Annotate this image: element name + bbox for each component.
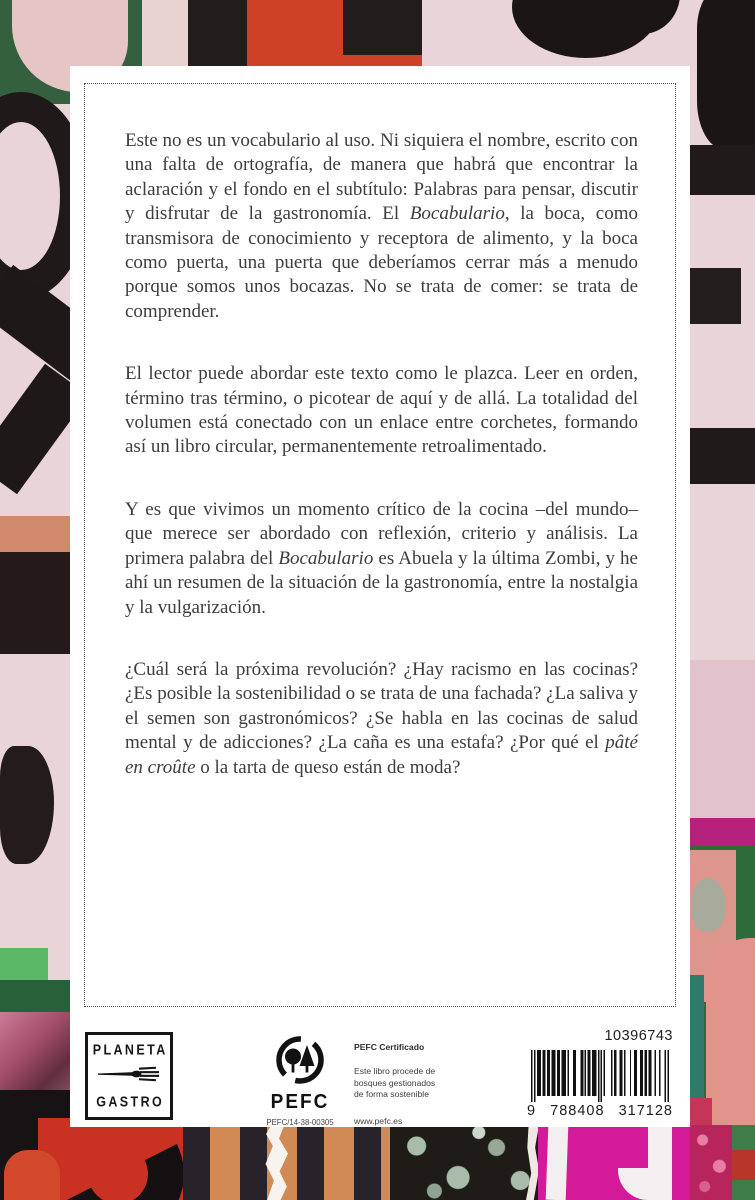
collage-black-bar xyxy=(690,145,755,195)
pefc-license-code: PEFC/14-38-00305 xyxy=(266,1118,334,1127)
text-segment: ¿Cuál será la próxima revolución? ¿Hay racismo en las cocinas? ¿Es posible la sostenibilidad o se trata de una fachada? ¿La saliva y el semen son gastronómicos? ¿Se habla en las cocinas de salud mental y de adicciones? ¿La caña es una estafa? ¿Por qué el xyxy=(125,658,638,754)
text-segment: , la boca, como transmisora de conocimiento y receptora de alimento, y la boca como puerta, una puerta que deberíamos cerrar más a menudo porque somos unos bocazas. No se trata de comer: se trata de comprender. xyxy=(125,203,638,322)
ean-barcode xyxy=(531,1050,669,1102)
collage-magenta-strip xyxy=(690,818,755,848)
back-cover-panel xyxy=(70,66,690,1127)
planeta-gastro-logo xyxy=(85,1032,173,1120)
body-paragraph xyxy=(125,362,638,460)
italic-text-segment: Bocabulario xyxy=(409,203,505,225)
isbn-digits xyxy=(527,1103,675,1119)
pefc-certificate-title: PEFC Certificado xyxy=(354,1042,425,1052)
body-paragraph xyxy=(125,498,638,620)
dotted-border-frame xyxy=(84,83,676,1007)
product-code: 10396743 xyxy=(604,1028,673,1044)
text-segment: o la tarta de queso están de moda? xyxy=(195,756,461,778)
body-paragraph xyxy=(125,129,638,324)
body-paragraph xyxy=(125,658,638,780)
collage-teal-strip xyxy=(690,975,704,1103)
collage-stripe-pattern xyxy=(183,1125,390,1200)
pefc-certificate-description: Este libro procede de bosques gestionados de forma sostenible xyxy=(354,1066,436,1099)
gastro-wordmark: GASTRO xyxy=(96,1093,165,1111)
collage-black-texture-blob xyxy=(697,0,755,150)
planeta-wordmark: PLANETA xyxy=(92,1041,168,1059)
collage-rose-patch xyxy=(690,660,755,822)
pefc-certification-block xyxy=(262,1036,464,1127)
collage-salmon-blob xyxy=(706,938,755,1130)
collage-red-patch xyxy=(732,1150,755,1180)
barcode-block xyxy=(527,1028,675,1119)
collage-camo-spot xyxy=(692,878,726,932)
collage-white-letter-bar xyxy=(546,1125,569,1200)
text-segment: es Abuela y la última Zombi, y he ahí un resumen de la situación de la gastronomía, entre la nostalgia y la vulgarización. xyxy=(125,547,638,618)
text-segment: El lector puede abordar este texto como le plazca. Leer en orden, término tras término, o picotear de aquí y de allá. La totalidad del volumen está conectado con un enlace entre corchetes, formando así un libro circular, permanentemente retroalimentado. xyxy=(125,363,638,458)
pefc-wordmark: PEFC xyxy=(270,1091,330,1114)
isbn-prefix-digit: 9 xyxy=(527,1103,537,1119)
collage-red-blob xyxy=(4,1150,60,1200)
pefc-website: www.pefc.es xyxy=(354,1115,403,1126)
isbn-group-2: 317128 xyxy=(618,1103,673,1119)
collage-black-square xyxy=(690,268,741,324)
collage-black-block xyxy=(343,0,422,55)
collage-dark-patch xyxy=(0,552,70,654)
pefc-logo-icon xyxy=(271,1036,329,1091)
collage-dark-green-strip xyxy=(0,980,70,1014)
collage-floral-patch xyxy=(690,1125,732,1200)
back-cover-text xyxy=(125,129,638,818)
italic-text-segment: pâté en croûte xyxy=(125,732,638,778)
collage-camo-patch xyxy=(390,1125,538,1200)
collage-black-blotch xyxy=(0,746,54,864)
isbn-group-1: 788408 xyxy=(550,1103,605,1119)
collage-salmon-strip xyxy=(0,516,70,556)
collage-black-bar xyxy=(690,428,755,484)
text-segment: Y es que vivimos un momento crítico de la cocina –del mundo– que merece ser abordado con reflexión, criterio y análisis. La primera palabra del xyxy=(125,498,638,569)
fork-icon xyxy=(97,1066,161,1087)
italic-text-segment: Bocabulario xyxy=(278,547,374,569)
text-segment: Este no es un vocabulario al uso. Ni siquiera el nombre, escrito con una falta de ortografía, de manera que habrá que encontrar la aclaración y el fondo en el subtítulo: Palabras para pensar, discutir y disfrutar de la gastronomía. El xyxy=(125,130,638,225)
